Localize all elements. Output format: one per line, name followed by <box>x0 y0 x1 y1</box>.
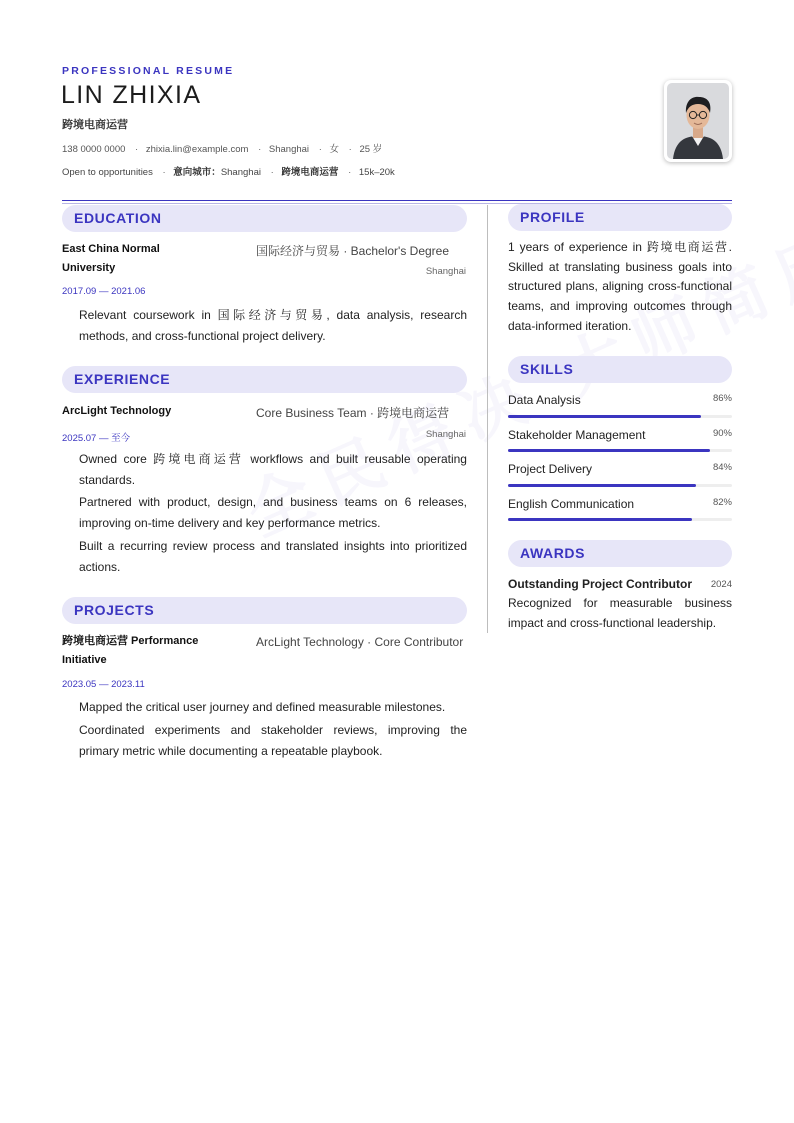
education-description: Relevant coursework in 国际经济与贸易, data analysis, research methods, and cross-functional project delivery. <box>79 308 467 343</box>
major-degree: 国际经济与贸易 · Bachelor's Degree <box>256 244 450 258</box>
target-city-label: 意向城市： <box>173 167 221 178</box>
job-intent-line <box>62 164 395 178</box>
skill-bar-fill <box>508 415 701 418</box>
profile-photo <box>664 80 732 162</box>
skill-bar-track <box>508 415 732 418</box>
header-rule <box>62 200 732 201</box>
phone: 138 0000 0000 <box>62 144 126 155</box>
contact-line <box>62 141 382 155</box>
target-role: 跨境电商运营 <box>281 167 339 178</box>
skill-name: English Communication <box>508 497 635 511</box>
separator: · <box>258 144 262 155</box>
section-awards-header: AWARDS <box>508 540 732 567</box>
email: zhixia.lin@example.com <box>145 144 249 155</box>
salary-range: 15k–20k <box>358 167 395 178</box>
skill-name: Project Delivery <box>508 462 593 476</box>
skill-bar-track <box>508 518 732 521</box>
section-projects-header: PROJECTS <box>62 597 467 624</box>
separator: · <box>135 144 139 155</box>
job-status: Open to opportunities <box>62 167 153 178</box>
project-dates: 2023.05 — 2023.11 <box>62 679 145 690</box>
experience-location: Shanghai <box>425 429 466 440</box>
project-bullet: Mapped the critical user journey and defined measurable milestones. <box>79 700 446 714</box>
project-bullet: Coordinated experiments and stakeholder reviews, improving the primary metric while documenting a repeatable playbook. <box>79 723 467 758</box>
skill-bar-fill <box>508 449 710 452</box>
separator: · <box>348 167 352 178</box>
target-city: Shanghai <box>220 167 261 178</box>
experience-bullet: Partnered with product, design, and business teams on 6 releases, improving on-time delivery and key performance metrics. <box>79 495 467 530</box>
project-org-role: ArcLight Technology · Core Contributor <box>256 635 464 649</box>
separator: · <box>348 144 352 155</box>
resume-kicker: PROFESSIONAL RESUME <box>62 65 235 77</box>
skill-percent: 84% <box>712 462 732 473</box>
section-education-header: EDUCATION <box>62 205 467 232</box>
experience-bullet: Built a recurring review process and translated insights into prioritized actions. <box>79 539 467 574</box>
skill-bar-track <box>508 484 732 487</box>
experience-dates: 2025.07 — 至今 <box>62 433 131 444</box>
city: Shanghai <box>268 144 310 155</box>
avatar-portrait-icon <box>667 83 729 159</box>
separator: · <box>162 167 166 178</box>
section-profile-header: PROFILE <box>508 204 732 231</box>
skill-percent: 86% <box>712 393 732 404</box>
project-name: 跨境电商运营 Performance Initiative <box>62 635 199 666</box>
separator: · <box>318 144 322 155</box>
skill-percent: 82% <box>712 497 732 508</box>
company-name: ArcLight Technology <box>62 405 172 417</box>
skill-name: Data Analysis <box>508 393 581 407</box>
gender: 女 <box>329 144 340 155</box>
section-skills-header: SKILLS <box>508 356 732 383</box>
candidate-role: 跨境电商运营 <box>62 119 128 131</box>
column-divider <box>487 205 488 633</box>
skill-bar-track <box>508 449 732 452</box>
separator: · <box>270 167 274 178</box>
award-year: 2024 <box>710 579 732 590</box>
skill-bar-fill <box>508 484 696 487</box>
award-name: Outstanding Project Contributor <box>508 577 692 591</box>
team-role: Core Business Team · 跨境电商运营 <box>256 406 450 420</box>
award-description: Recognized for measurable business impact and cross-functional leadership. <box>508 596 732 630</box>
age: 25 岁 <box>359 144 383 155</box>
section-experience-header: EXPERIENCE <box>62 366 467 393</box>
skill-bar-fill <box>508 518 692 521</box>
skill-percent: 90% <box>712 428 732 439</box>
skill-name: Stakeholder Management <box>508 428 646 442</box>
education-location: Shanghai <box>425 266 466 277</box>
experience-bullet: Owned core 跨境电商运营 workflows and built reusable operating standards. <box>79 452 467 487</box>
school-name: East China Normal University <box>62 243 160 274</box>
profile-summary: 1 years of experience in 跨境电商运营. Skilled at translating business goals into structured plans, aligning cross-functional teams, and improving outcomes through data-informed iteration. <box>508 240 732 333</box>
education-dates: 2017.09 — 2021.06 <box>62 286 146 297</box>
candidate-name: LIN ZHIXIA <box>61 81 202 109</box>
